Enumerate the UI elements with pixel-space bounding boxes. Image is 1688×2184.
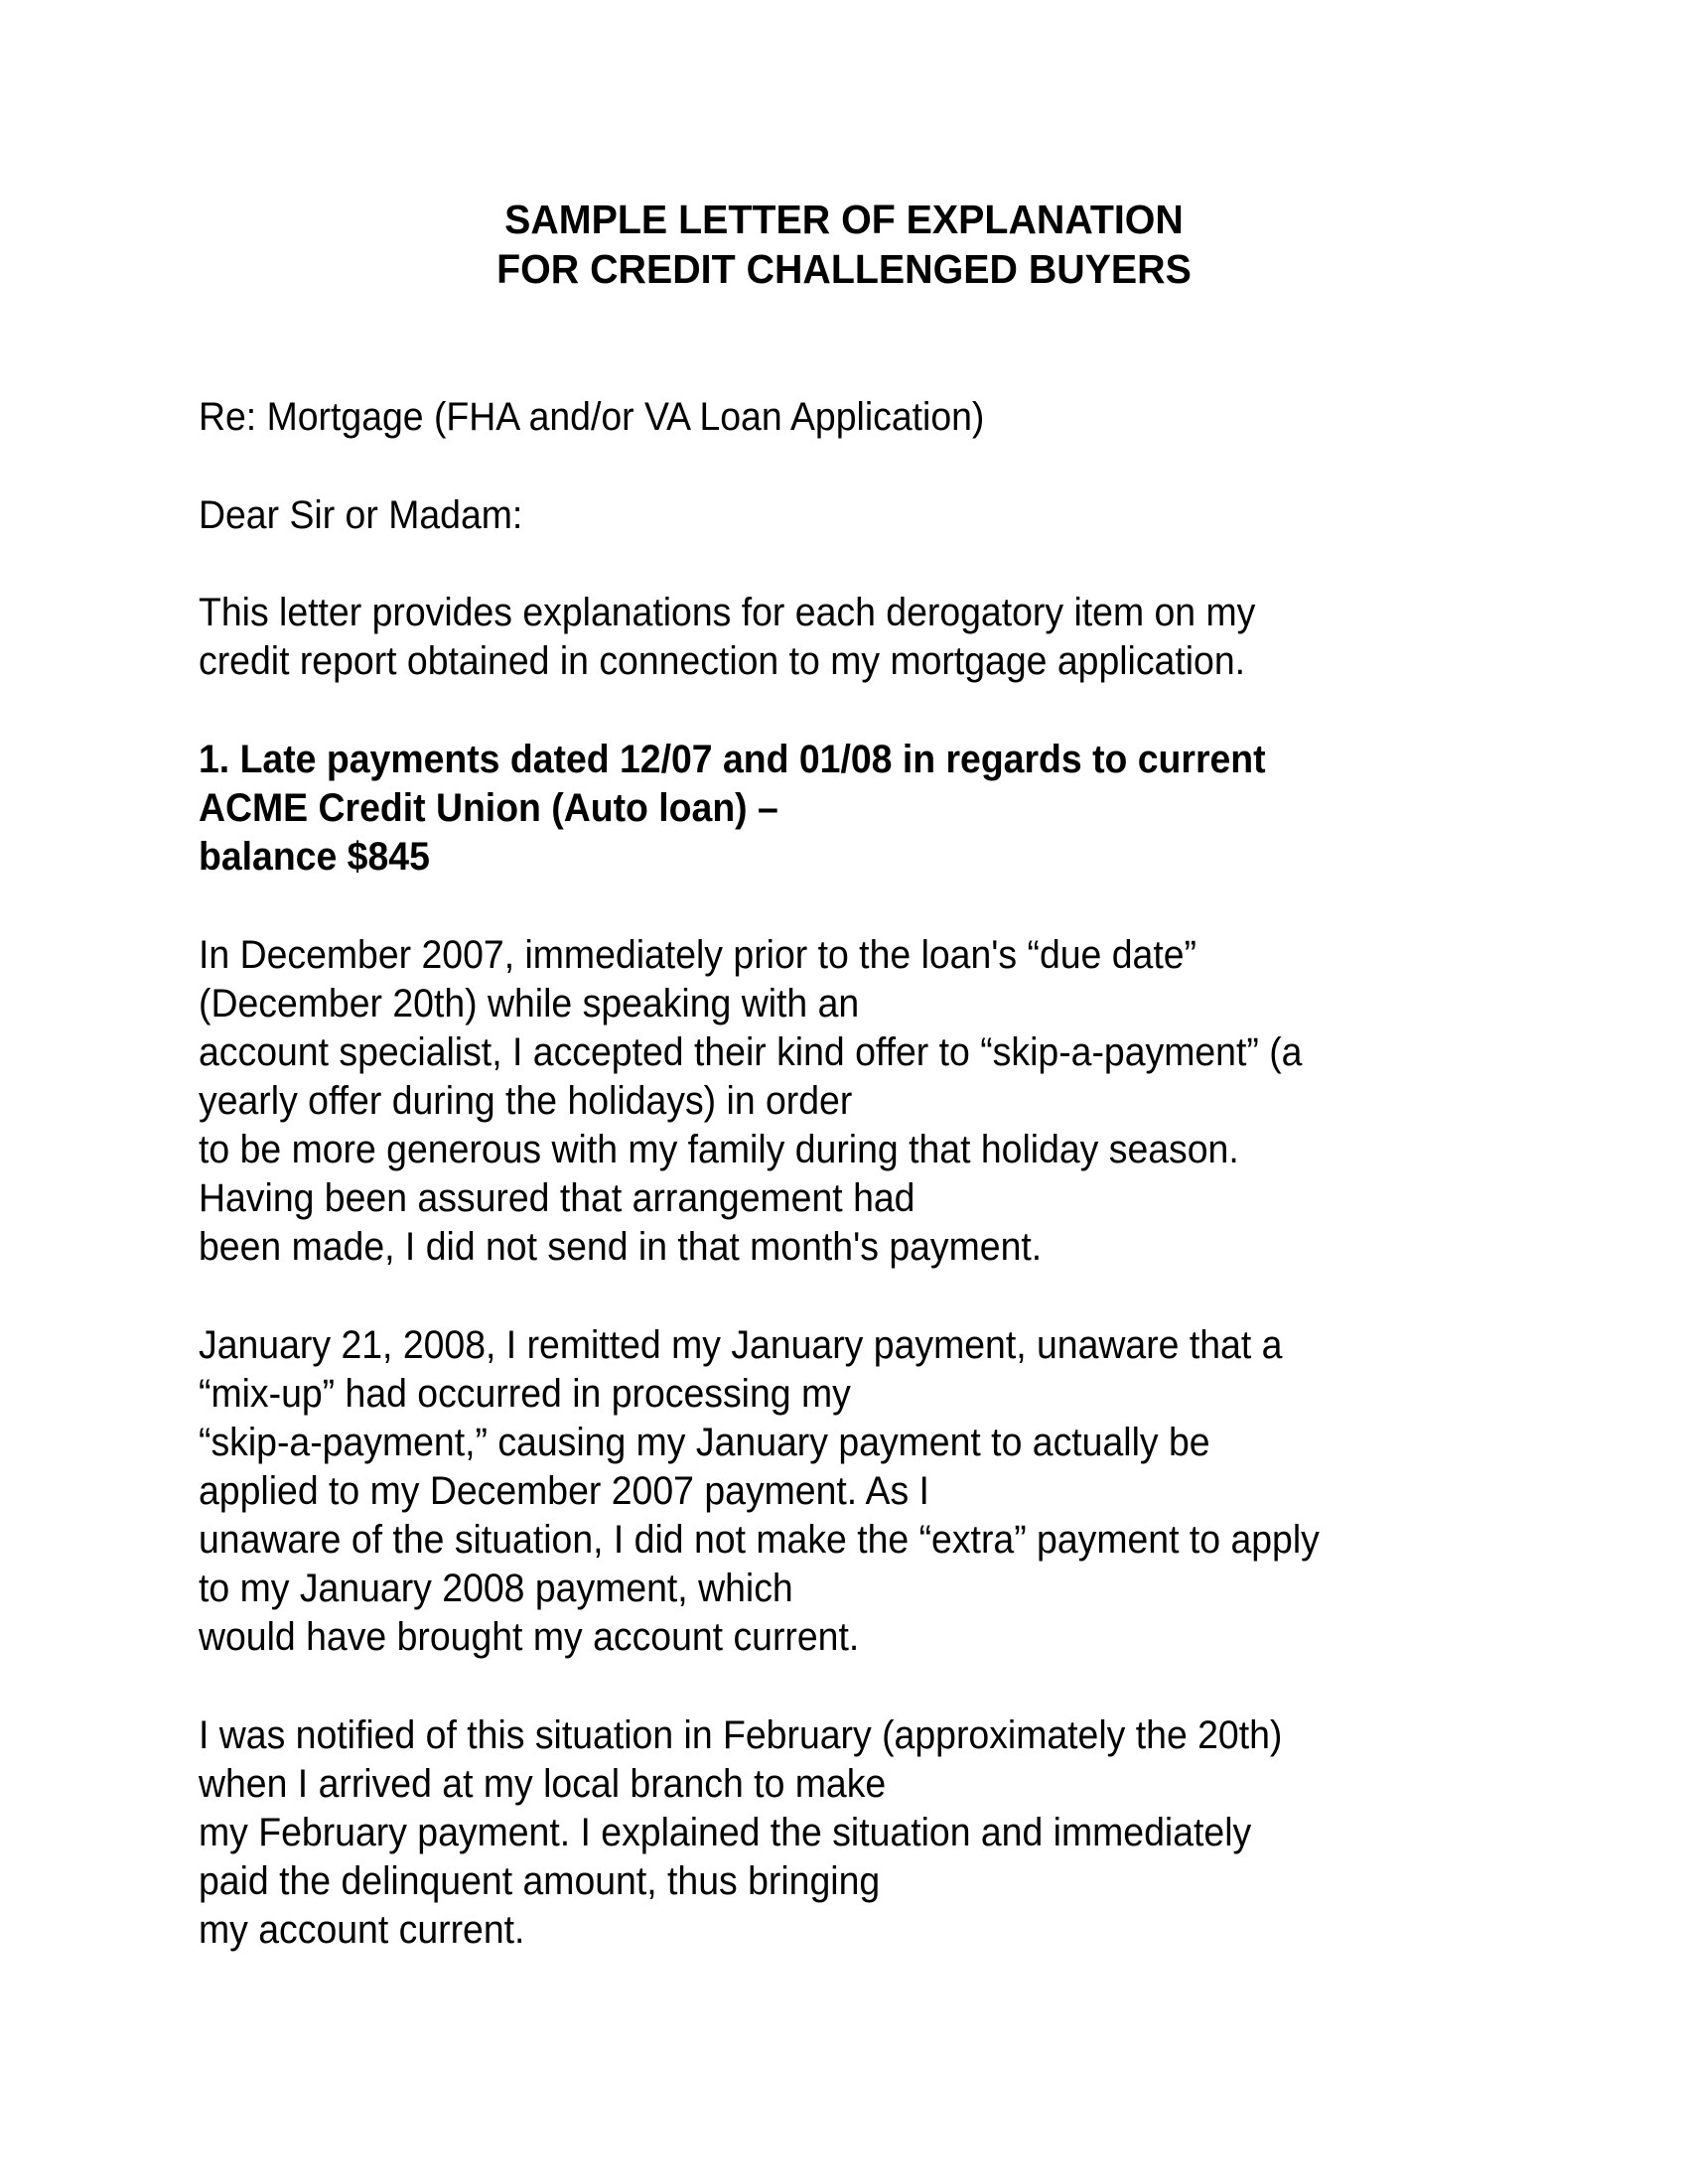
intro-line: This letter provides explanations for each derogatory item on my — [199, 591, 1256, 634]
salutation — [199, 491, 1589, 540]
intro-paragraph — [199, 589, 1589, 686]
paragraph-1-line: yearly offer during the holidays) in order — [199, 1079, 853, 1123]
item-1-heading-line: balance $845 — [199, 835, 430, 879]
paragraph-1-line: been made, I did not send in that month's payment. — [199, 1225, 1043, 1269]
re-line-text: Re: Mortgage (FHA and/or VA Loan Application) — [199, 395, 985, 439]
document-title — [0, 195, 1688, 294]
paragraph-3-line: paid the delinquent amount, thus bringing — [199, 1859, 881, 1903]
paragraph-3-line: I was notified of this situation in February (approximately the 20th) — [199, 1713, 1283, 1757]
paragraph-3-line: when I arrived at my local branch to make — [199, 1762, 887, 1806]
paragraph-3 — [199, 1711, 1589, 1955]
paragraph-1 — [199, 931, 1589, 1272]
paragraph-2-line: “skip-a-payment,” causing my January payment to actually be — [199, 1421, 1210, 1464]
intro-line: credit report obtained in connection to my mortgage application. — [199, 639, 1246, 683]
paragraph-1-line: Having been assured that arrangement had — [199, 1176, 915, 1220]
paragraph-2-line: would have brought my account current. — [199, 1615, 860, 1659]
paragraph-2 — [199, 1321, 1589, 1662]
paragraph-2-line: “mix-up” had occurred in processing my — [199, 1372, 851, 1416]
salutation-text: Dear Sir or Madam: — [199, 493, 523, 537]
paragraph-2-line: unaware of the situation, I did not make the “extra” payment to apply — [199, 1518, 1320, 1562]
paragraph-1-line: to be more generous with my family during that holiday season. — [199, 1128, 1239, 1171]
paragraph-1-line: account specialist, I accepted their kind offer to “skip-a-payment” (a — [199, 1030, 1303, 1074]
title-line-1: SAMPLE LETTER OF EXPLANATION — [504, 197, 1184, 242]
item-1-heading-line: ACME Credit Union (Auto loan) – — [199, 786, 778, 830]
paragraph-2-line: to my January 2008 payment, which — [199, 1567, 793, 1610]
paragraph-3-line: my February payment. I explained the situation and immediately — [199, 1811, 1252, 1854]
paragraph-3-line: my account current. — [199, 1908, 525, 1952]
item-1-heading — [199, 736, 1589, 882]
item-1-heading-line: 1. Late payments dated 12/07 and 01/08 in regards to current — [199, 738, 1266, 781]
paragraph-2-line: January 21, 2008, I remitted my January payment, unaware that a — [199, 1323, 1283, 1367]
title-line-2: FOR CREDIT CHALLENGED BUYERS — [496, 246, 1192, 292]
paragraph-1-line: In December 2007, immediately prior to the loan's “due date” — [199, 933, 1197, 977]
paragraph-2-line: applied to my December 2007 payment. As I — [199, 1469, 929, 1513]
re-line — [199, 393, 1589, 442]
paragraph-1-line: (December 20th) while speaking with an — [199, 982, 860, 1025]
